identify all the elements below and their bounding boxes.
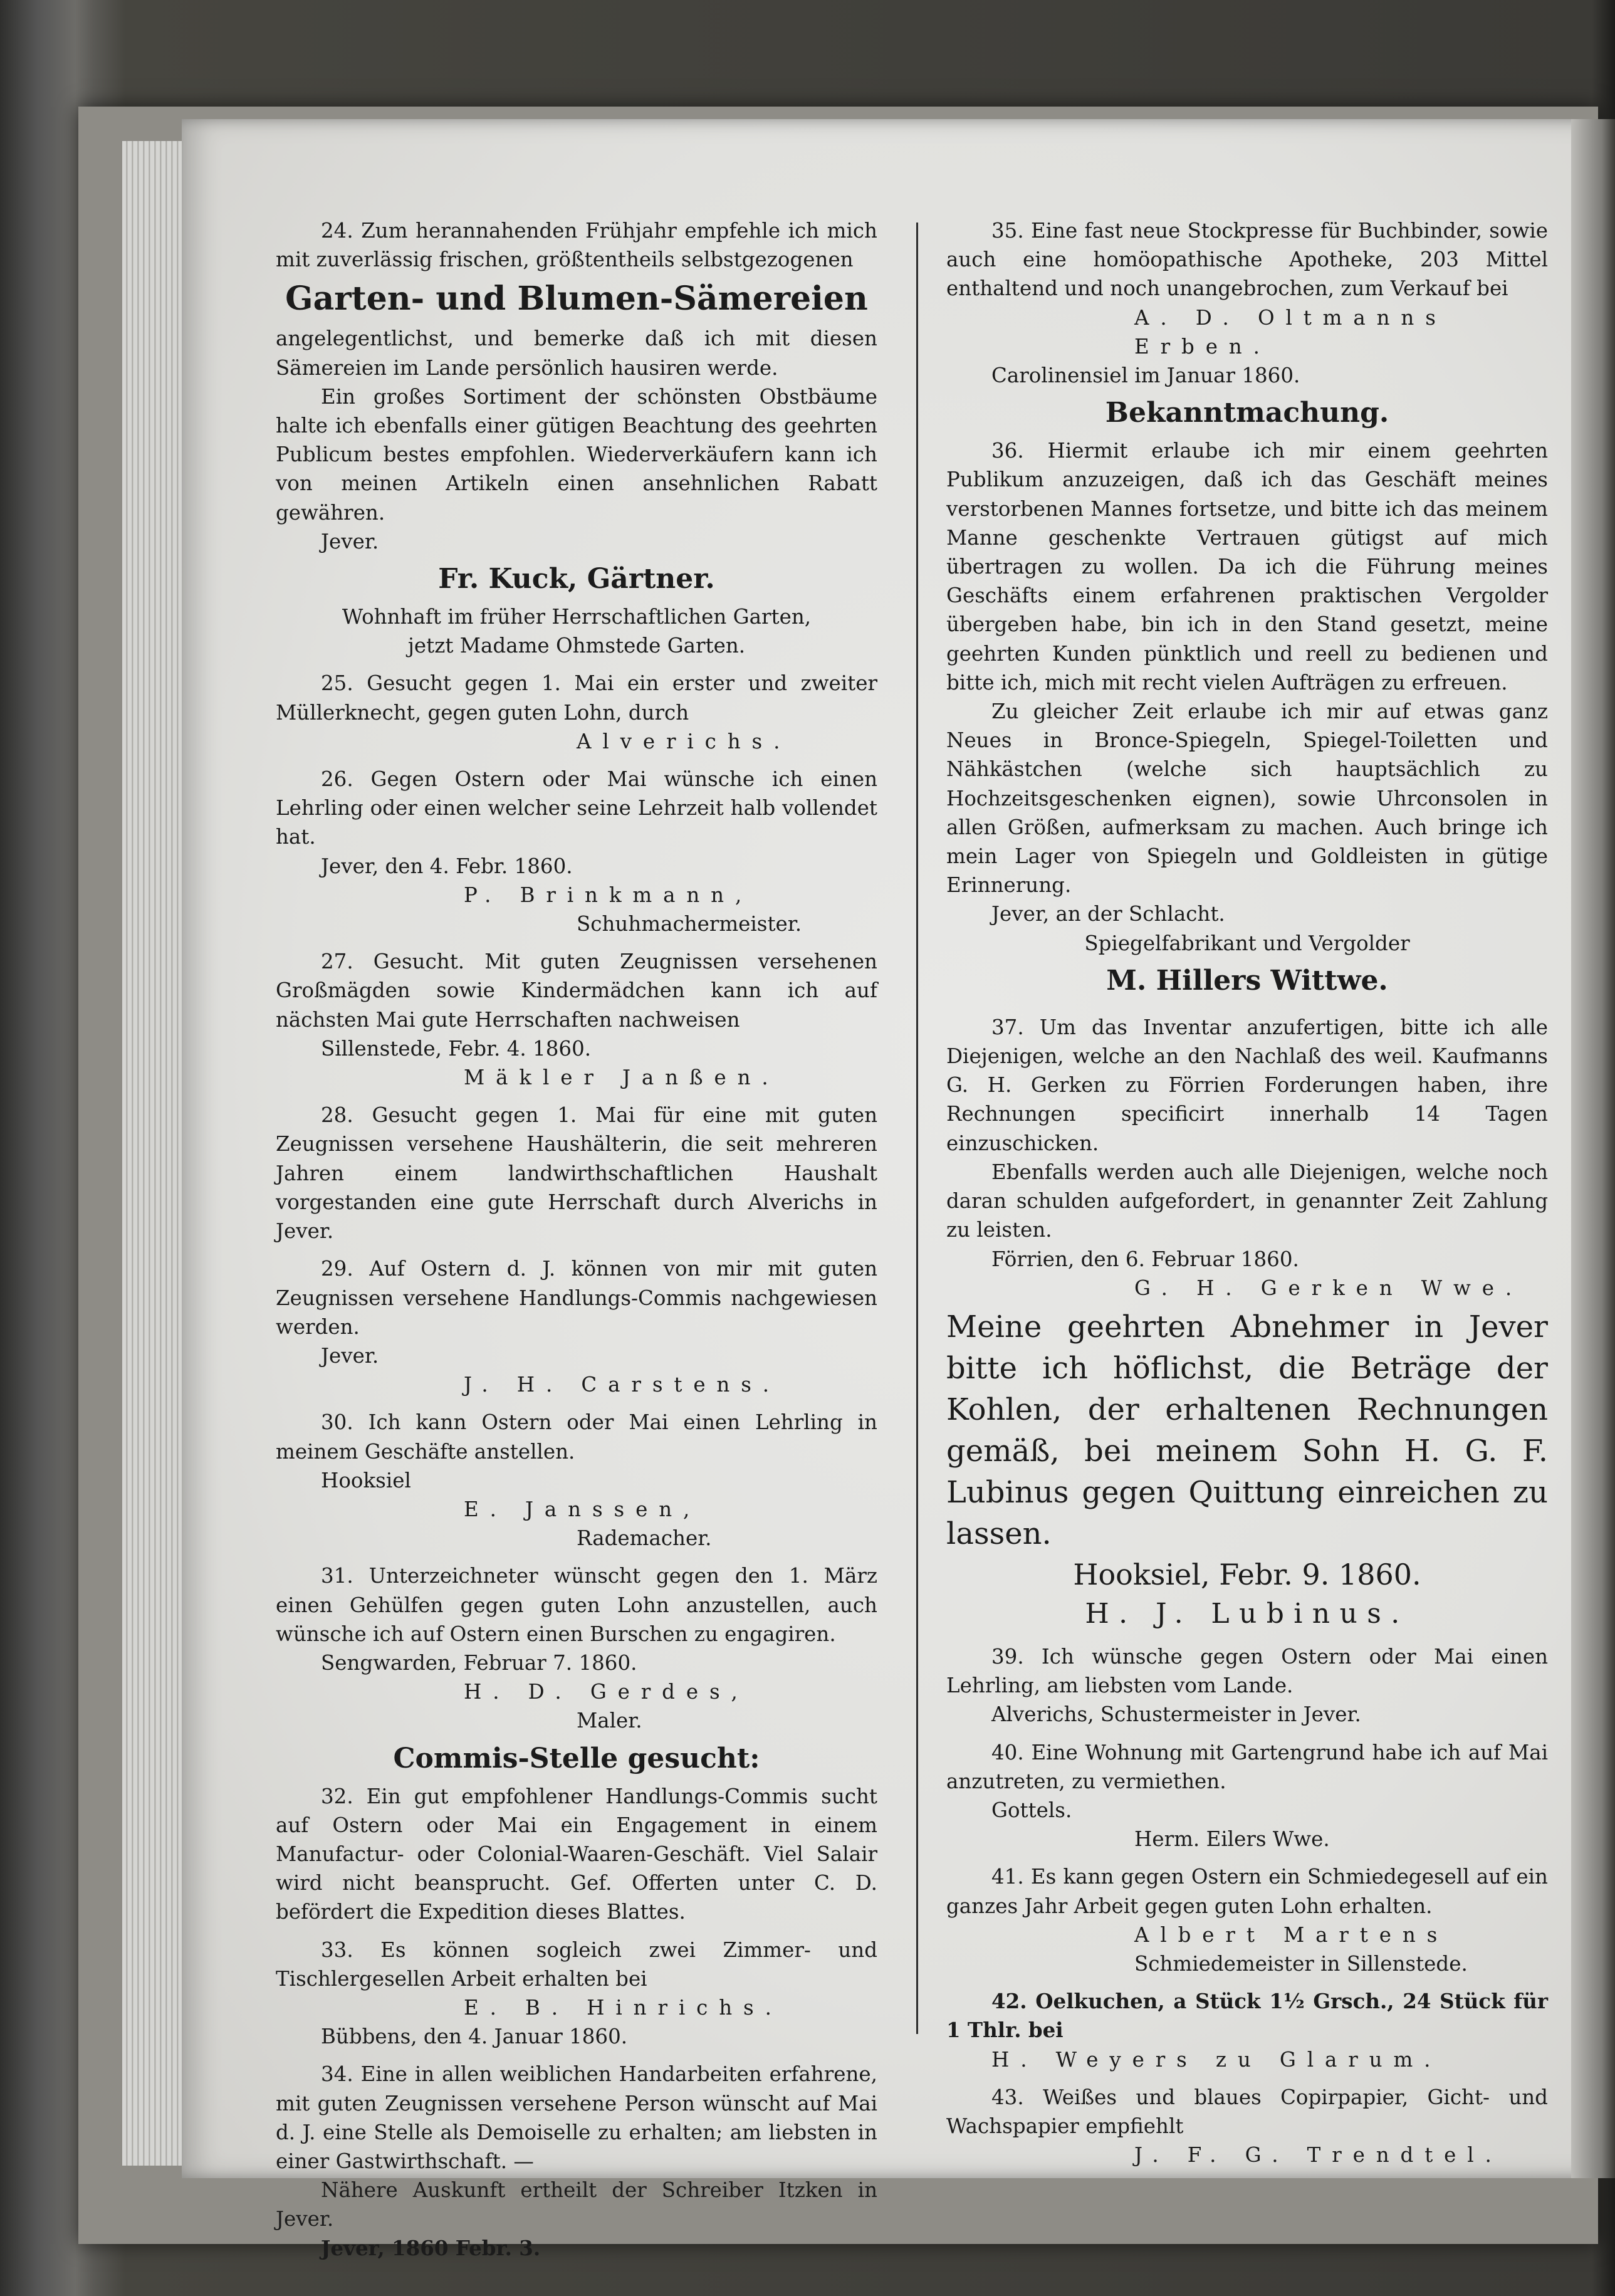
ad-address: Wohnhaft im früher Herrschaftlichen Garten, — [342, 605, 812, 629]
ad-37 — [946, 1013, 1548, 1303]
ad-signature: P. Brinkmann, — [464, 883, 753, 907]
ad-signature: Albert Martens — [1134, 1922, 1449, 1947]
ad-address: jetzt Madame Ohmstede Garten. — [407, 634, 746, 658]
ad-42 — [946, 1987, 1548, 2074]
ad-text: 37. Um das Inventar anzufertigen, bitte ich alle Diejenigen, welche an den Nachlaß des weil. Kaufmanns G. H. Gerken zu Förrien Forderungen haben, ihre Rechnungen specificirt innerhalb 14 Tagen einzuschicken. — [946, 1015, 1548, 1155]
right-column — [946, 216, 1548, 2169]
ad-text: 28. Gesucht gegen 1. Mai für eine mit guten Zeugnissen versehene Haushälterin, die seit mehreren Jahren einem landwirthschaftlichen Haushalt vorgestanden eine gute Herrschaft durch Alverichs in Jever. — [276, 1103, 877, 1244]
ad-36 — [946, 394, 1548, 1000]
ad-text: angelegentlichst, und bemerke daß ich mit diesen Sämereien im Lande persönlich hausiren werde. — [276, 327, 877, 380]
ad-signature: Alverichs, Schustermeister in Jever. — [991, 1702, 1361, 1727]
ad-place: Jever. — [321, 529, 379, 553]
ad-place: Hooksiel — [321, 1468, 411, 1492]
ad-signature: A. D. Oltmanns Erben. — [1134, 305, 1447, 359]
ad-text: 32. Ein gut empfohlener Handlungs-Commis sucht auf Ostern oder Mai ein Engagement in einem Manufactur- oder Colonial-Waaren-Geschäft. Viel Salair wird nicht beansprucht. Gef. Offerten unter C. D. befördert die Expedition dieses Blattes. — [276, 1784, 877, 1924]
ad-heading: Bekanntmachung. — [1105, 397, 1389, 429]
ad-28 — [276, 1101, 877, 1245]
ad-date: Hooksiel, Febr. 9. 1860. — [1073, 1557, 1421, 1591]
ad-text: 31. Unterzeichneter wünscht gegen den 1. März einen Gehülfen gegen guten Lohn anzustellen, auch wünsche ich auf Ostern einen Burschen zu engagiren. — [276, 1564, 877, 1646]
ad-text: 27. Gesucht. Mit guten Zeugnissen versehenen Großmägden sowie Kindermädchen kann ich auf nächsten Mai gute Herrschaften nachweisen — [276, 950, 877, 1032]
ad-place: Gottels. — [991, 1798, 1072, 1822]
ad-signature: H. D. Gerdes, — [464, 1680, 749, 1704]
ad-text: 39. Ich wünsche gegen Ostern oder Mai einen Lehrling, am liebsten vom Lande. — [946, 1644, 1548, 1698]
ad-text: 30. Ich kann Ostern oder Mai einen Lehrling in meinem Geschäfte anstellen. — [276, 1410, 877, 1464]
ad-32 — [276, 1739, 877, 1927]
ad-text: 29. Auf Ostern d. J. können von mir mit guten Zeugnissen versehene Handlungs-Commis nachgewiesen werden. — [276, 1257, 877, 1339]
ad-text: 41. Es kann gegen Ostern ein Schmiedegesell auf ein ganzes Jahr Arbeit gegen guten Lohn erhalten. — [946, 1865, 1548, 1918]
ad-title: Rademacher. — [577, 1526, 712, 1551]
ad-24 — [276, 216, 877, 660]
ad-signature: J. F. G. Trendtel. — [1134, 2143, 1503, 2168]
right-page-edge — [1571, 119, 1615, 2178]
ad-date: Jever, 1860 Febr. 3. — [321, 2235, 541, 2260]
ad-text: 42. Oelkuchen, a Stück 1½ Grsch., 24 Stück für 1 Thlr. bei — [946, 1989, 1548, 2043]
ad-text: Nähere Auskunft ertheilt der Schreiber Itzken in Jever. — [276, 2178, 877, 2231]
ad-date: Sengwarden, Februar 7. 1860. — [321, 1650, 637, 1675]
ad-signature: Alverichs. — [577, 729, 792, 753]
ad-title: Schuhmachermeister. — [577, 912, 802, 936]
ad-40 — [946, 1738, 1548, 1854]
ad-signature: Fr. Kuck, Gärtner. — [438, 563, 715, 595]
ad-text: 26. Gegen Ostern oder Mai wünsche ich einen Lehrling oder einen welcher seine Lehrzeit halb vollendet hat. — [276, 767, 877, 849]
ad-27 — [276, 947, 877, 1092]
ad-heading: Garten- und Blumen-Sämereien — [285, 280, 868, 318]
ad-25 — [276, 669, 877, 756]
ad-place: Jever, an der Schlacht. — [991, 902, 1225, 926]
ad-signature: M. Hillers Wittwe. — [1106, 964, 1388, 997]
ad-text: 40. Eine Wohnung mit Gartengrund habe ich auf Mai anzutreten, zu vermiethen. — [946, 1740, 1548, 1793]
page-stack-edges — [122, 141, 191, 2166]
column-divider — [916, 223, 918, 2034]
ad-34 — [276, 2060, 877, 2262]
ad-signature: E. Janssen, — [464, 1497, 701, 1521]
ad-text: 36. Hiermit erlaube ich mir einem geehrten Publikum anzuzeigen, daß ich das Geschäft meines verstorbenen Mannes fortsetze, und bitte ich das meinem Manne geschenkte Vertrauen gütigst auf mich übertragen zu wollen. Da ich die Führung meines Geschäfts einem erfahrenen praktischen Vergolder übergeben habe, bin ich in den Stand gesetzt, meine geehrten Kunden pünktlich und reell zu bedienen und bitte ich, mich mit recht vielen Aufträgen zu erfreuen. — [946, 439, 1548, 695]
ad-text: Meine geehrten Abnehmer in Jever bitte ich höflichst, die Beträge der Kohlen, der erhaltenen Rechnungen gemäß, bei meinem Sohn H. G. F. Lubinus gegen Quittung einreichen zu lassen. — [946, 1309, 1548, 1551]
ad-signature: Herm. Eilers Wwe. — [1134, 1827, 1330, 1852]
ad-39 — [946, 1642, 1548, 1729]
ad-date: Jever, den 4. Febr. 1860. — [321, 854, 573, 878]
ad-text: 35. Eine fast neue Stockpresse für Buchbinder, sowie auch eine homöopathische Apotheke, 203 Mittel enthaltend und noch unangebrochen, zum Verkauf bei — [946, 219, 1548, 301]
ad-title: Maler. — [577, 1709, 642, 1733]
ad-text: 33. Es können sogleich zwei Zimmer- und Tischlergesellen Arbeit erhalten bei — [276, 1937, 877, 1991]
ad-signature: E. B. Hinrichs. — [464, 1995, 783, 2020]
ad-text: Zu gleicher Zeit erlaube ich mir auf etwas ganz Neues in Bronce-Spiegeln, Spiegel-Toiletten und Nähkästchen (welche sich hauptsächlich zu Hochzeitsgeschenken eignen), sowie Uhrconsolen in allen Größen, aufmerksam zu machen. Auch bringe ich mein Lager von Spiegeln und Goldleisten in gütige Erinnerung. — [946, 700, 1548, 898]
ad-text: 34. Eine in allen weiblichen Handarbeiten erfahrene, mit guten Zeugnissen versehene Person wünscht auf Mai d. J. eine Stelle als Demoiselle zu erhalten; am liebsten in einer Gastwirthschaft. — — [276, 2062, 877, 2173]
ad-signature: H. Weyers zu Glarum. — [991, 2047, 1442, 2072]
ad-date: Carolinensiel im Januar 1860. — [991, 364, 1300, 388]
ad-heading: Commis-Stelle gesucht: — [393, 1742, 760, 1774]
ad-place: Jever. — [321, 1343, 379, 1368]
ad-29 — [276, 1254, 877, 1399]
ad-text: 25. Gesucht gegen 1. Mai ein erster und zweiter Müllerknecht, gegen guten Lohn, durch — [276, 671, 877, 725]
ad-signature: J. H. Carstens. — [464, 1373, 780, 1397]
ad-date: Förrien, den 6. Februar 1860. — [991, 1247, 1299, 1271]
ad-30 — [276, 1408, 877, 1553]
ad-signature: H. J. Lubinus. — [1085, 1597, 1409, 1630]
ad-31 — [276, 1561, 877, 1735]
ad-title: Spiegelfabrikant und Vergolder — [1084, 931, 1410, 955]
ad-26 — [276, 765, 877, 938]
ad-text: 24. Zum herannahenden Frühjahr empfehle ich mich mit zuverlässig frischen, größtentheils selbstgezogenen — [276, 219, 877, 272]
ad-text: Ebenfalls werden auch alle Diejenigen, welche noch daran schulden aufgefordert, in genannter Zeit Zahlung zu leisten. — [946, 1160, 1548, 1242]
ad-date: Bübbens, den 4. Januar 1860. — [321, 2025, 628, 2049]
ad-35 — [946, 216, 1548, 390]
left-column — [276, 216, 877, 2263]
ad-41 — [946, 1862, 1548, 1978]
ad-date: Sillenstede, Febr. 4. 1860. — [321, 1036, 592, 1061]
ad-43 — [946, 2083, 1548, 2170]
ad-title: Schmiedemeister in Sillenstede. — [1134, 1951, 1468, 1976]
ad-signature: G. H. Gerken Wwe. — [1134, 1276, 1524, 1300]
ad-text: Ein großes Sortiment der schönsten Obstbäume halte ich ebenfalls einer gütigen Beachtung des geehrten Publicum bestes empfohlen. Wiederverkäufern kann ich von meinen Artikeln einen ansehnlichen Rabatt gewähren. — [276, 384, 877, 525]
ad-33 — [276, 1936, 877, 2052]
ad-38 — [946, 1306, 1548, 1633]
ad-signature: Mäkler Janßen. — [464, 1066, 780, 1090]
ad-text: 43. Weißes und blaues Copirpapier, Gicht- und Wachspapier empfiehlt — [946, 2085, 1548, 2138]
